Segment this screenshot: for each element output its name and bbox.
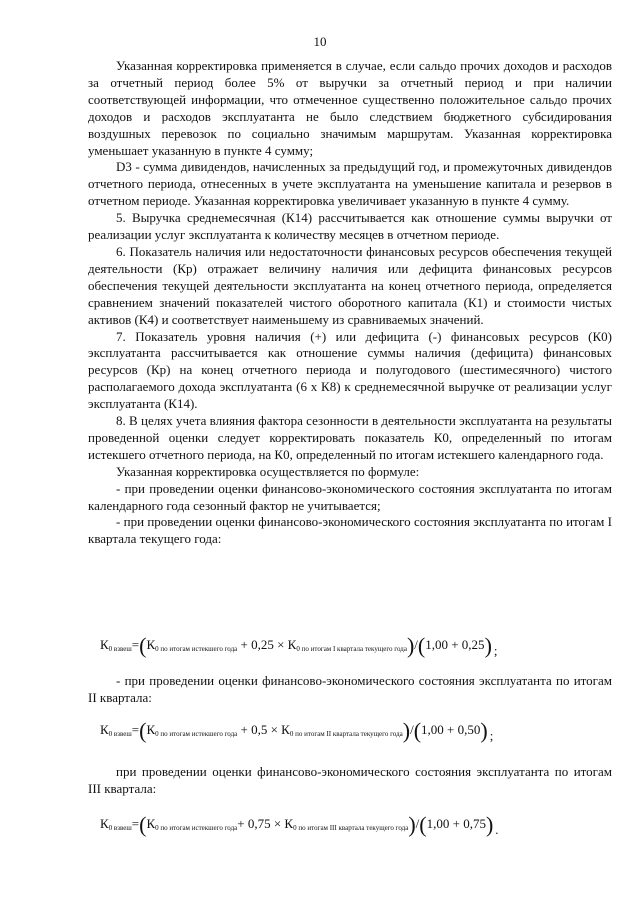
formula-term-2-subscript: 0 по итогам I квартала текущего года xyxy=(296,645,407,653)
formula-close-paren: ) xyxy=(406,633,415,658)
quarter-3-label-text: при проведении оценки финансово-экономического состояния эксплуатанта по итогам III квартала: xyxy=(88,764,612,796)
paragraph-item-5: 5. Выручка среднемесячная (К14) рассчитывается как отношение суммы выручки от реализации услуг эксплуатанта к количеству месяцев в отчетном периоде. xyxy=(88,210,612,243)
paragraph-formula-intro: Указанная корректировка осуществляется по формуле: xyxy=(116,463,420,479)
formula-open-paren: ( xyxy=(139,812,147,837)
formula-den-open-paren: ( xyxy=(413,718,422,743)
paragraph-quarter-3-label xyxy=(88,764,612,798)
formula-lhs: К xyxy=(100,722,109,737)
formula-term-1: К xyxy=(146,722,156,737)
formula-trailing-punct: ; xyxy=(493,643,498,658)
paragraph-correction-note: Указанная корректировка применяется в случае, если сальдо прочих доходов и расходов за отчетный период более 5% от выручки за отчетный период и при наличии соответствующей информации, что отмеченное существенно положительное сальдо прочих доходов и расходов эксплуатанта не было следствием бюджетного субсидирования воздушных перевозок по социально значимым маршрутам. Указанная корректировка уменьшает указанную в пункте 4 сумму; xyxy=(88,58,612,158)
formula-lhs: К xyxy=(100,637,109,652)
formula-term-2-subscript: 0 по итогам III квартала текущего года xyxy=(293,824,409,832)
formula-open-paren: ( xyxy=(139,633,147,658)
formula-quarter-1 xyxy=(100,633,620,659)
formula-equals: = xyxy=(131,722,140,737)
page-number: 10 xyxy=(313,34,327,49)
paragraph-quarter-1-label: - при проведении оценки финансово-экономического состояния эксплуатанта по итогам I квартала текущего года: xyxy=(88,514,612,547)
formula-divide: / xyxy=(415,816,420,831)
formula-open-paren: ( xyxy=(139,718,147,743)
formula-operator: + 0,5 × К xyxy=(240,722,290,737)
document-body xyxy=(88,58,612,548)
formula-trailing-punct: . xyxy=(495,822,499,837)
formula-den-close-paren: ) xyxy=(480,718,488,743)
formula-term-1: К xyxy=(146,816,156,831)
formula-term-1: К xyxy=(146,637,156,652)
formula-den-open-paren: ( xyxy=(417,633,426,658)
formula-trailing-punct: ; xyxy=(489,728,494,743)
formula-term-1-subscript: 0 по итогам истекшего года xyxy=(155,645,238,653)
formula-den-close-paren: ) xyxy=(484,633,492,658)
formula-term-1-subscript: 0 по итогам истекшего года xyxy=(155,730,238,738)
formula-term-2-subscript: 0 по итогам II квартала текущего года xyxy=(289,730,403,738)
formula-divide: / xyxy=(410,722,414,737)
formula-equals: = xyxy=(131,816,140,831)
formula-den-close-paren: ) xyxy=(485,812,494,837)
formula-equals: = xyxy=(131,637,140,652)
formula-close-paren: ) xyxy=(402,718,411,743)
quarter-2-label-text: - при проведении оценки финансово-экономического состояния эксплуатанта по итогам II квартала: xyxy=(88,673,612,705)
formula-lhs: К xyxy=(100,816,109,831)
paragraph-d3-dividends: D3 - сумма дивидендов, начисленных за предыдущий год, и промежуточных дивидендов отчетного периода, отнесенных в учете эксплуатанта на уменьшение капитала и резервов в отчетном периоде. Указанная корректировка увеличивает указанную в пункте 4 сумму. xyxy=(88,159,612,209)
formula-quarter-3 xyxy=(100,812,620,838)
formula-quarter-2 xyxy=(100,718,620,744)
formula-denominator: 1,00 + 0,25 xyxy=(425,637,485,652)
formula-lhs-subscript: 0 взвеш xyxy=(108,730,132,738)
formula-lhs-subscript: 0 взвеш xyxy=(108,645,132,653)
formula-close-paren: ) xyxy=(408,812,416,837)
formula-operator: + 0,75 × К xyxy=(237,816,294,831)
formula-divide: / xyxy=(414,637,418,652)
formula-denominator: 1,00 + 0,50 xyxy=(421,722,481,737)
paragraph-item-8: 8. В целях учета влияния фактора сезонности в деятельности эксплуатанта на результаты проведенной оценки следует корректировать показатель К0, определенный по итогам истекшего отчетного периода, на К0, определенный по итогам истекшего календарного года. xyxy=(88,413,612,462)
formula-denominator: 1,00 + 0,75 xyxy=(426,816,486,831)
paragraph-item-7: 7. Показатель уровня наличия (+) или дефицита (-) финансовых ресурсов (К0) эксплуатанта рассчитывается как отношение суммы наличия (дефицита) финансовых ресурсов (Кр) на конец отчетного периода и полугодового (шестимесячного) чистого располагаемого дохода эксплуатанта (6 х К8) к среднемесячной выручке от реализации услуг эксплуатанта (К14). xyxy=(88,328,612,412)
formula-den-open-paren: ( xyxy=(419,812,427,837)
paragraph-quarter-2-label xyxy=(88,673,612,707)
formula-term-1-subscript: 0 по итогам истекшего года xyxy=(155,824,238,832)
paragraph-item-6: 6. Показатель наличия или недостаточности финансовых ресурсов обеспечения текущей деятельности (Кр) отражает величину наличия или дефицита финансовых ресурсов обеспечения текущей деятельности эксплуатанта на конец отчетного периода, определяется сравнением значений показателей чистого оборотного капитала (К1) и стоимости чистых активов (К4) и соответствует наименьшему из сравниваемых значений. xyxy=(88,243,612,327)
formula-lhs-subscript: 0 взвеш xyxy=(108,824,132,832)
formula-operator: + 0,25 × К xyxy=(240,637,297,652)
paragraph-calendar-year: - при проведении оценки финансово-экономического состояния эксплуатанта по итогам календарного года сезонный фактор не учитывается; xyxy=(88,480,612,513)
